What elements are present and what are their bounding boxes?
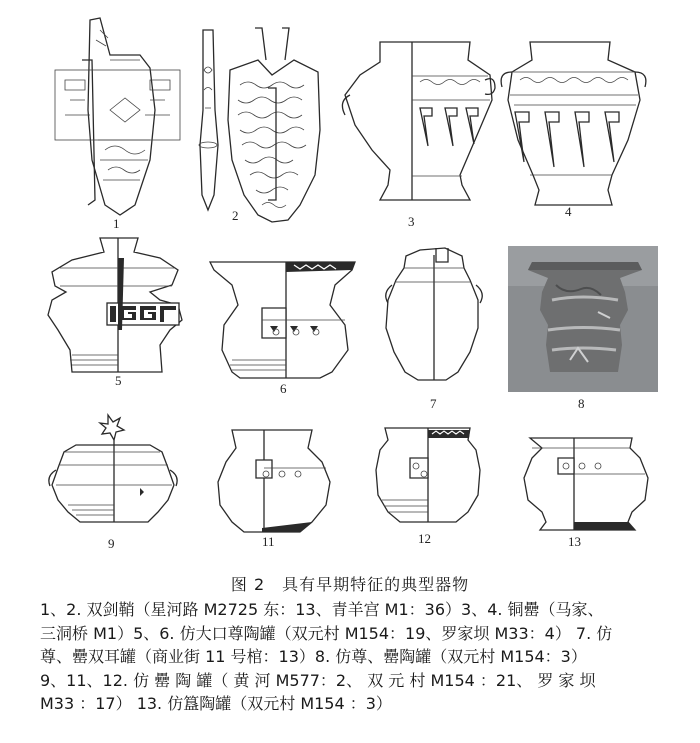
artifact-4-bronze-lei: [501, 42, 646, 205]
label-11: 11: [262, 534, 275, 549]
label-9: 9: [108, 536, 115, 551]
artifact-8-photo: [508, 246, 658, 392]
figure-caption-title: 图 2 具有早期特征的典型器物: [230, 575, 470, 594]
label-3: 3: [408, 214, 415, 229]
label-7: 7: [430, 396, 437, 411]
artifact-6-imitation-zun-jar: [210, 262, 355, 378]
caption-line: 9、11、12. 仿 罍 陶 罐（ 黄 河 M577：2、 双 元 村 M154 ：21、 罗 家 坝: [40, 670, 596, 690]
caption-line: 三洞桥 M1）5、6. 仿大口尊陶罐（双元村 M154：19、罗家坝 M33：4） 7. 仿: [40, 623, 613, 643]
artifact-13-imitation-gui-jar: [524, 438, 648, 530]
artifact-2-sword-sheath: [199, 28, 320, 222]
figure-caption-body: [40, 598, 670, 716]
label-1: 1: [113, 216, 120, 231]
label-8: 8: [578, 396, 585, 411]
artifact-7-double-ear-jar: [386, 248, 483, 380]
caption-line: 1、2. 双剑鞘（星河路 M2725 东：13、青羊宫 M1：36）3、4. 铜罍（马家、: [40, 600, 604, 619]
label-2: 2: [232, 208, 239, 223]
artifact-12-imitation-lei-jar: [376, 428, 480, 522]
artifact-1-sword-sheath: [55, 18, 180, 215]
caption-line: 尊、罍双耳罐（商业街 11 号棺：13）8. 仿尊、罍陶罐（双元村 M154：3）: [40, 647, 587, 666]
artifact-9-imitation-lei-jar: [49, 415, 177, 522]
artifact-11-imitation-lei-jar: [218, 430, 330, 532]
caption-line: M33 ：17） 13. 仿簋陶罐（双元村 M154 ：3）: [40, 694, 392, 713]
artifact-5-imitation-zun-jar: [48, 238, 182, 372]
label-4: 4: [565, 204, 572, 219]
label-5: 5: [115, 373, 122, 388]
label-13: 13: [568, 534, 581, 549]
label-12: 12: [418, 531, 431, 546]
label-6: 6: [280, 381, 287, 396]
artifact-3-bronze-lei: [342, 42, 495, 200]
